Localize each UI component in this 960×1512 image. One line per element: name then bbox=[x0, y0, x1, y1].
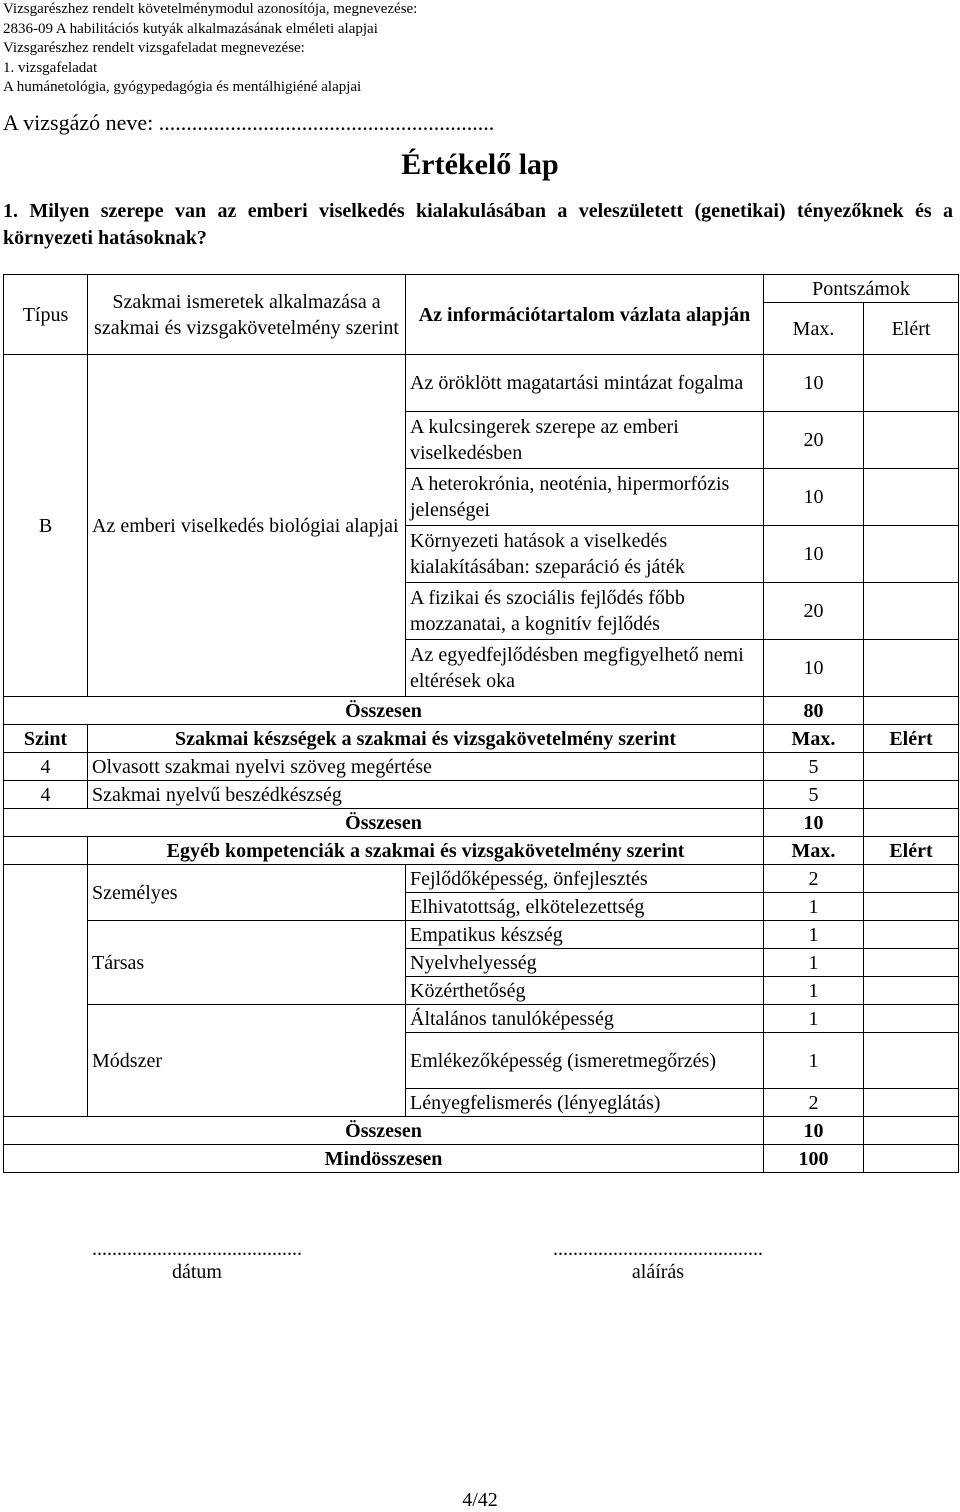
subtotal-label: Összesen bbox=[4, 809, 764, 837]
competency-text: Fejlődőképesség, önfejlesztés bbox=[406, 865, 764, 893]
item-max: 10 bbox=[764, 526, 864, 583]
item-text: A fizikai és szociális fejlődés főbb mozzanatai, a kognitív fejlődés bbox=[406, 583, 764, 640]
item-text: A heterokrónia, neoténia, hipermorfózis jelenségei bbox=[406, 469, 764, 526]
competency-max: 1 bbox=[764, 893, 864, 921]
item-max: 10 bbox=[764, 469, 864, 526]
subtotal-label: Összesen bbox=[4, 1117, 764, 1145]
exam-question: 1. Milyen szerepe van az emberi viselkedés kialakulásában a veleszületett (genetikai) tényezőknek és a környezeti hatásoknak? bbox=[3, 200, 953, 249]
competency-max: 1 bbox=[764, 949, 864, 977]
skill-level: 4 bbox=[4, 781, 88, 809]
competency-max: 2 bbox=[764, 1089, 864, 1117]
item-achieved[interactable] bbox=[864, 583, 959, 640]
competency-text: Nyelvhelyesség bbox=[406, 949, 764, 977]
competency-max: 1 bbox=[764, 977, 864, 1005]
document-header bbox=[3, 0, 417, 98]
page-number: 4/42 bbox=[462, 1489, 498, 1511]
skill-achieved[interactable] bbox=[864, 781, 959, 809]
type-value: B bbox=[4, 355, 88, 697]
item-achieved[interactable] bbox=[864, 469, 959, 526]
item-max: 20 bbox=[764, 412, 864, 469]
item-max: 10 bbox=[764, 640, 864, 697]
skill-text: Olvasott szakmai nyelvi szöveg megértése bbox=[88, 753, 764, 781]
competency-group-method: Módszer bbox=[88, 1005, 406, 1117]
competency-achieved[interactable] bbox=[864, 949, 959, 977]
subtotal-value: 80 bbox=[764, 697, 864, 725]
competency-group-personal: Személyes bbox=[88, 865, 406, 921]
subtotal-value: 10 bbox=[764, 809, 864, 837]
subtotal-achieved[interactable] bbox=[864, 1117, 959, 1145]
skills-header: Szakmai készségek a szakmai és vizsgakövetelmény szerint bbox=[88, 725, 764, 753]
outline-header: Az információtartalom vázlata alapján bbox=[406, 275, 764, 355]
header-line: Vizsgarészhez rendelt vizsgafeladat megnevezése: bbox=[3, 40, 305, 56]
item-achieved[interactable] bbox=[864, 355, 959, 412]
item-achieved[interactable] bbox=[864, 640, 959, 697]
header-line: A humánetológia, gyógypedagógia és mentálhigiéné alapjai bbox=[3, 79, 362, 95]
skill-text: Szakmai nyelvű beszédkészség bbox=[88, 781, 764, 809]
competency-achieved[interactable] bbox=[864, 977, 959, 1005]
grand-total-achieved[interactable] bbox=[864, 1145, 959, 1173]
max-header: Max. bbox=[764, 303, 864, 355]
signature-label: aláírás bbox=[631, 1261, 685, 1283]
skill-achieved[interactable] bbox=[864, 753, 959, 781]
header-line: 2836-09 A habilitációs kutyák alkalmazásának elméleti alapjai bbox=[3, 20, 378, 37]
grand-total-label: Mindösszesen bbox=[4, 1145, 764, 1173]
subtotal-achieved[interactable] bbox=[864, 697, 959, 725]
empty-cell bbox=[4, 837, 88, 865]
competency-achieved[interactable] bbox=[864, 893, 959, 921]
date-label: dátum bbox=[172, 1261, 222, 1283]
item-text: Az öröklött magatartási mintázat fogalma bbox=[406, 355, 764, 412]
competency-text: Közérthetőség bbox=[406, 977, 764, 1005]
competency-max: 1 bbox=[764, 921, 864, 949]
competency-text: Empatikus készség bbox=[406, 921, 764, 949]
achieved-header: Elért bbox=[864, 837, 959, 865]
max-header: Max. bbox=[764, 725, 864, 753]
skill-level: 4 bbox=[4, 753, 88, 781]
date-dots: .......................................... bbox=[92, 1238, 302, 1260]
subtotal-value: 10 bbox=[764, 1117, 864, 1145]
candidate-name-line: A vizsgázó neve: ............................................................. bbox=[3, 110, 495, 135]
skill-max: 5 bbox=[764, 781, 864, 809]
item-achieved[interactable] bbox=[864, 412, 959, 469]
signature-dots: .......................................... bbox=[553, 1238, 763, 1260]
competency-max: 2 bbox=[764, 865, 864, 893]
subtotal-achieved[interactable] bbox=[864, 809, 959, 837]
competency-group-social: Társas bbox=[88, 921, 406, 1005]
competency-text: Lényegfelismerés (lényeglátás) bbox=[406, 1089, 764, 1117]
points-header: Pontszámok bbox=[764, 275, 959, 303]
grand-total-value: 100 bbox=[764, 1145, 864, 1173]
header-line: 1. vizsgafeladat bbox=[3, 59, 98, 76]
competency-max: 1 bbox=[764, 1033, 864, 1089]
competency-max: 1 bbox=[764, 1005, 864, 1033]
evaluation-table bbox=[3, 274, 959, 1173]
date-signature-block bbox=[92, 1238, 302, 1284]
achieved-header: Elért bbox=[864, 303, 959, 355]
competency-achieved[interactable] bbox=[864, 1033, 959, 1089]
knowledge-header: Szakmai ismeretek alkalmazása a szakmai és vizsgakövetelmény szerint bbox=[88, 275, 406, 355]
competency-achieved[interactable] bbox=[864, 865, 959, 893]
competency-achieved[interactable] bbox=[864, 921, 959, 949]
header-line: Vizsgarészhez rendelt követelménymodul azonosítója, megnevezése: bbox=[3, 1, 418, 17]
item-max: 10 bbox=[764, 355, 864, 412]
competency-achieved[interactable] bbox=[864, 1005, 959, 1033]
item-max: 20 bbox=[764, 583, 864, 640]
item-text: Az egyedfejlődésben megfigyelhető nemi eltérések oka bbox=[406, 640, 764, 697]
page-title: Értékelő lap bbox=[401, 148, 559, 181]
max-header: Max. bbox=[764, 837, 864, 865]
empty-cell bbox=[4, 865, 88, 1117]
competency-achieved[interactable] bbox=[864, 1089, 959, 1117]
item-text: Környezeti hatások a viselkedés kialakításában: szeparáció és játék bbox=[406, 526, 764, 583]
competency-text: Elhivatottság, elkötelezettség bbox=[406, 893, 764, 921]
level-header: Szint bbox=[4, 725, 88, 753]
topic-cell: Az emberi viselkedés biológiai alapjai bbox=[88, 355, 406, 697]
item-achieved[interactable] bbox=[864, 526, 959, 583]
competencies-header: Egyéb kompetenciák a szakmai és vizsgakövetelmény szerint bbox=[88, 837, 764, 865]
signature-block bbox=[553, 1238, 763, 1284]
competency-text: Általános tanulóképesség bbox=[406, 1005, 764, 1033]
type-header: Típus bbox=[4, 275, 88, 355]
achieved-header: Elért bbox=[864, 725, 959, 753]
competency-text: Emlékezőképesség (ismeretmegőrzés) bbox=[406, 1033, 764, 1089]
item-text: A kulcsingerek szerepe az emberi viselkedésben bbox=[406, 412, 764, 469]
skill-max: 5 bbox=[764, 753, 864, 781]
subtotal-label: Összesen bbox=[4, 697, 764, 725]
